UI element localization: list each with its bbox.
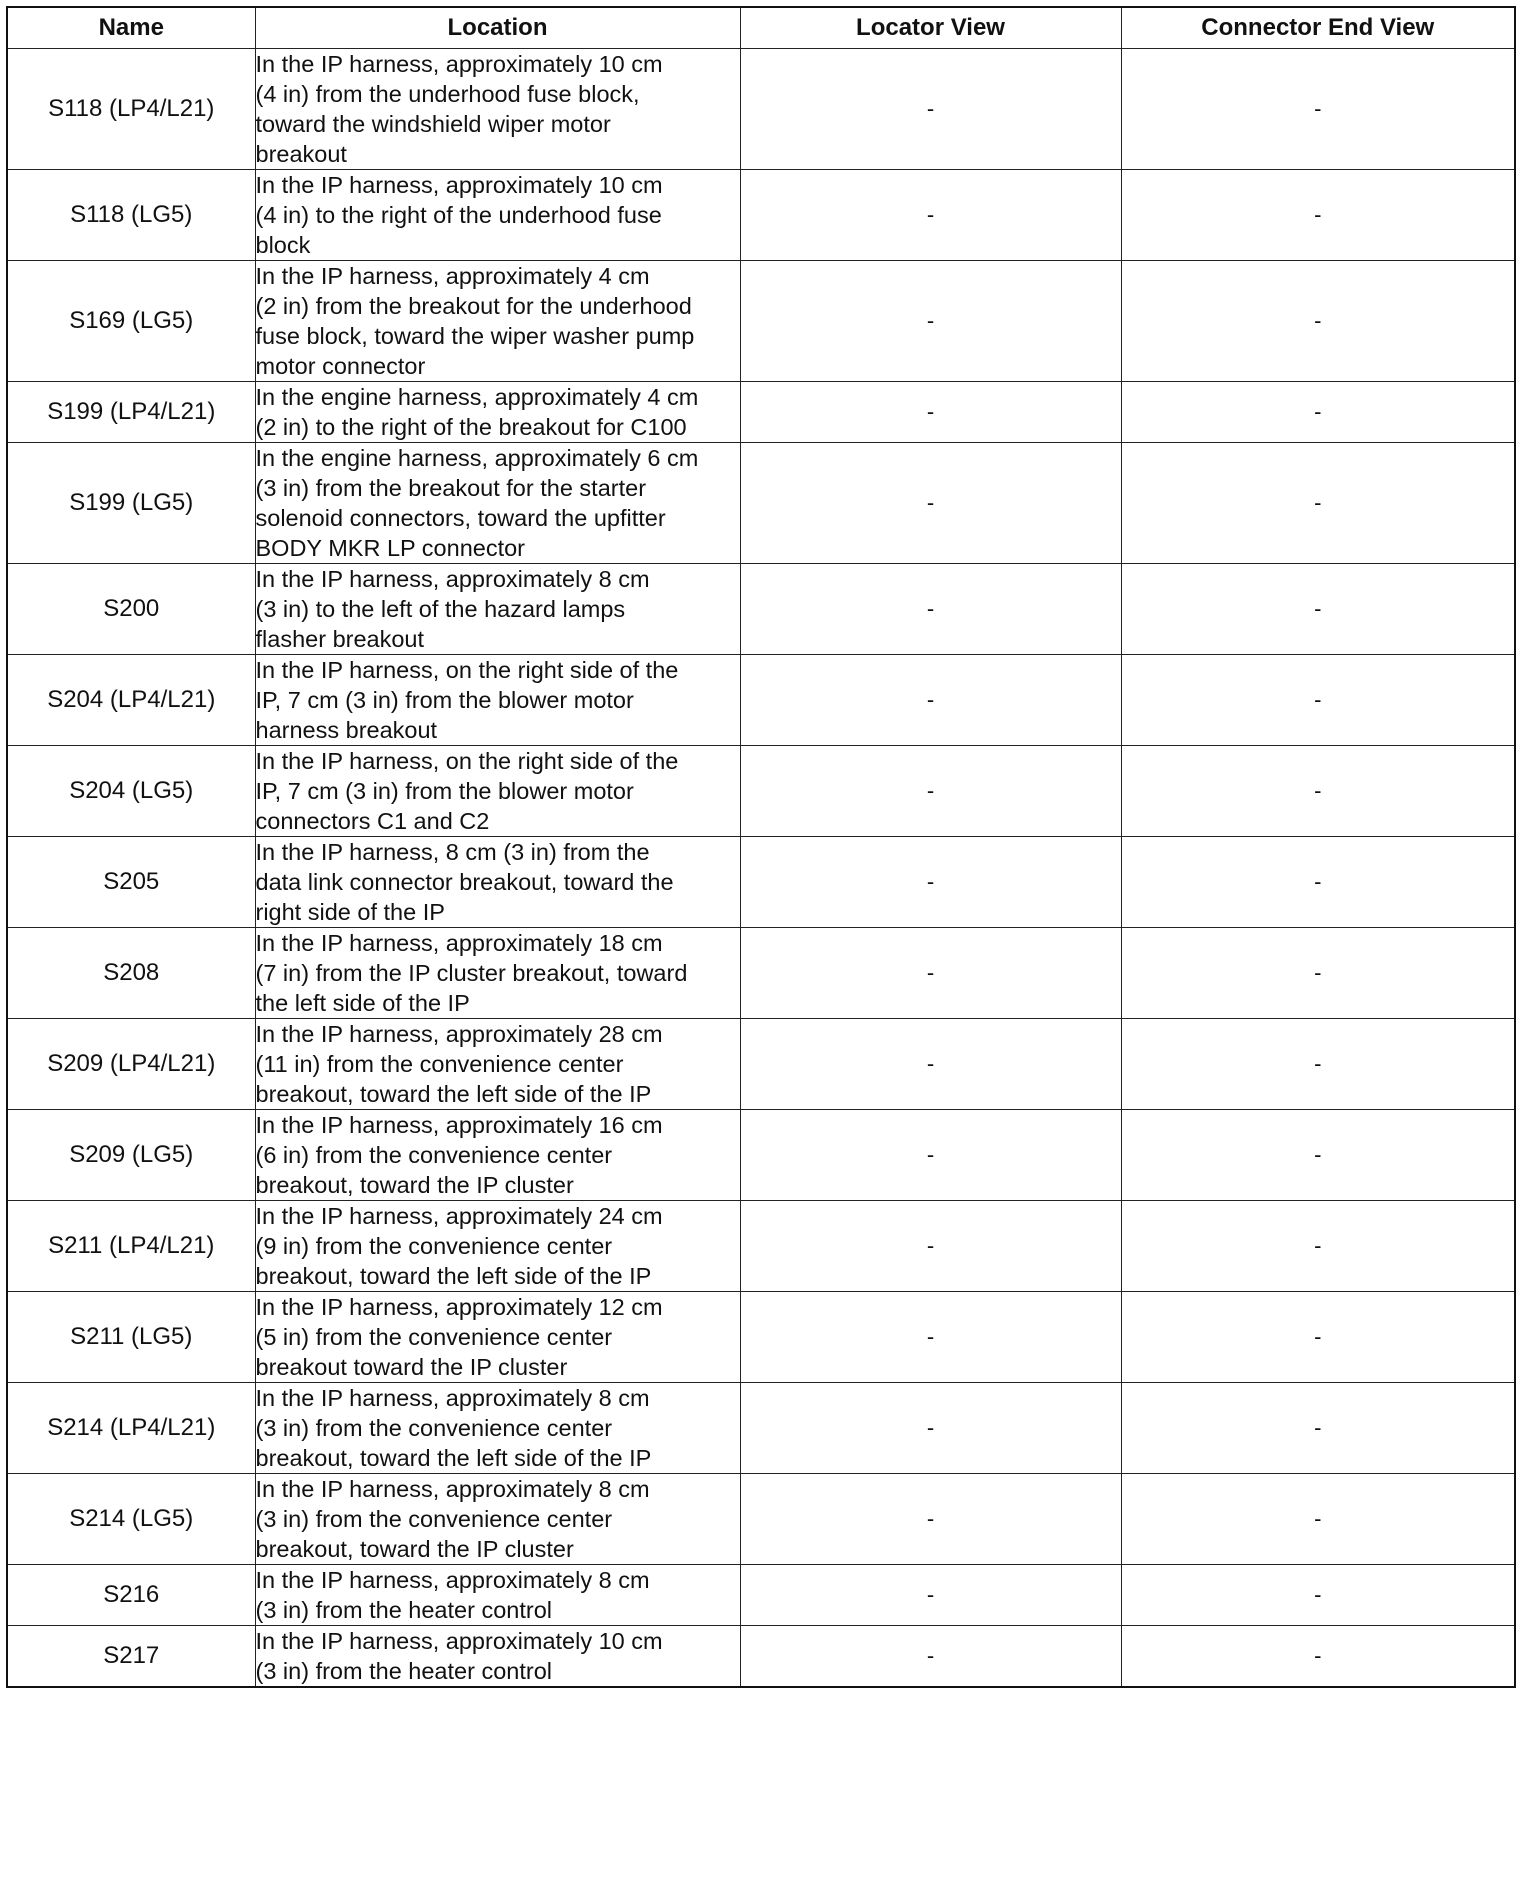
locator-view-cell: - — [740, 928, 1121, 1019]
connector-end-view-cell: - — [1121, 261, 1515, 382]
splice-location: In the IP harness, 8 cm (3 in) from the data link connector breakout, toward the right side of the IP — [255, 837, 740, 928]
connector-end-view-cell: - — [1121, 1110, 1515, 1201]
table-row — [7, 1626, 1515, 1688]
locator-view-cell: - — [740, 655, 1121, 746]
splice-location: In the IP harness, on the right side of the IP, 7 cm (3 in) from the blower motor harness breakout — [255, 655, 740, 746]
splice-name: S209 (LP4/L21) — [7, 1019, 255, 1110]
splice-location: In the IP harness, approximately 24 cm (9 in) from the convenience center breakout, toward the left side of the IP — [255, 1201, 740, 1292]
table-row — [7, 261, 1515, 382]
splice-location: In the IP harness, approximately 8 cm (3 in) from the convenience center breakout, toward the left side of the IP — [255, 1383, 740, 1474]
splice-location: In the IP harness, approximately 12 cm (5 in) from the convenience center breakout toward the IP cluster — [255, 1292, 740, 1383]
locator-view-cell: - — [740, 382, 1121, 443]
locator-view-cell: - — [740, 746, 1121, 837]
splice-location-table — [6, 6, 1516, 1688]
connector-end-view-cell: - — [1121, 1383, 1515, 1474]
splice-name: S204 (LG5) — [7, 746, 255, 837]
splice-location: In the IP harness, approximately 10 cm (4 in) from the underhood fuse block, toward the windshield wiper motor breakout — [255, 49, 740, 170]
splice-name: S199 (LP4/L21) — [7, 382, 255, 443]
splice-name: S118 (LP4/L21) — [7, 49, 255, 170]
splice-location: In the IP harness, on the right side of the IP, 7 cm (3 in) from the blower motor connectors C1 and C2 — [255, 746, 740, 837]
splice-name: S217 — [7, 1626, 255, 1688]
splice-location: In the engine harness, approximately 6 cm (3 in) from the breakout for the starter solenoid connectors, toward the upfitter BODY MKR LP connector — [255, 443, 740, 564]
header-name: Name — [7, 7, 255, 49]
connector-end-view-cell: - — [1121, 170, 1515, 261]
splice-name: S209 (LG5) — [7, 1110, 255, 1201]
locator-view-cell: - — [740, 1019, 1121, 1110]
splice-name: S199 (LG5) — [7, 443, 255, 564]
connector-end-view-cell: - — [1121, 746, 1515, 837]
table-row — [7, 928, 1515, 1019]
splice-name: S216 — [7, 1565, 255, 1626]
header-row — [7, 7, 1515, 49]
table-row — [7, 837, 1515, 928]
table-row — [7, 1201, 1515, 1292]
splice-location: In the IP harness, approximately 8 cm (3 in) from the convenience center breakout, toward the IP cluster — [255, 1474, 740, 1565]
locator-view-cell: - — [740, 170, 1121, 261]
locator-view-cell: - — [740, 1110, 1121, 1201]
table-row — [7, 655, 1515, 746]
table-row — [7, 1565, 1515, 1626]
splice-location: In the IP harness, approximately 10 cm (4 in) to the right of the underhood fuse block — [255, 170, 740, 261]
table-row — [7, 49, 1515, 170]
splice-name: S205 — [7, 837, 255, 928]
locator-view-cell: - — [740, 261, 1121, 382]
locator-view-cell: - — [740, 564, 1121, 655]
table-row — [7, 1383, 1515, 1474]
splice-location: In the IP harness, approximately 10 cm (3 in) from the heater control — [255, 1626, 740, 1688]
table-row — [7, 1292, 1515, 1383]
splice-name: S118 (LG5) — [7, 170, 255, 261]
splice-name: S169 (LG5) — [7, 261, 255, 382]
connector-end-view-cell: - — [1121, 564, 1515, 655]
splice-name: S214 (LP4/L21) — [7, 1383, 255, 1474]
splice-name: S204 (LP4/L21) — [7, 655, 255, 746]
splice-location: In the IP harness, approximately 4 cm (2 in) from the breakout for the underhood fuse block, toward the wiper washer pump motor connector — [255, 261, 740, 382]
splice-location: In the IP harness, approximately 28 cm (11 in) from the convenience center breakout, toward the left side of the IP — [255, 1019, 740, 1110]
connector-end-view-cell: - — [1121, 1292, 1515, 1383]
connector-end-view-cell: - — [1121, 837, 1515, 928]
table-row — [7, 1474, 1515, 1565]
table-row — [7, 382, 1515, 443]
connector-end-view-cell: - — [1121, 1565, 1515, 1626]
header-locator-view: Locator View — [740, 7, 1121, 49]
header-location: Location — [255, 7, 740, 49]
locator-view-cell: - — [740, 1565, 1121, 1626]
connector-end-view-cell: - — [1121, 1474, 1515, 1565]
connector-end-view-cell: - — [1121, 49, 1515, 170]
splice-location: In the IP harness, approximately 16 cm (6 in) from the convenience center breakout, toward the IP cluster — [255, 1110, 740, 1201]
splice-location: In the IP harness, approximately 8 cm (3 in) from the heater control — [255, 1565, 740, 1626]
locator-view-cell: - — [740, 1292, 1121, 1383]
table-row — [7, 170, 1515, 261]
table-row — [7, 746, 1515, 837]
splice-name: S211 (LG5) — [7, 1292, 255, 1383]
locator-view-cell: - — [740, 49, 1121, 170]
locator-view-cell: - — [740, 1626, 1121, 1688]
connector-end-view-cell: - — [1121, 655, 1515, 746]
locator-view-cell: - — [740, 1474, 1121, 1565]
locator-view-cell: - — [740, 837, 1121, 928]
connector-end-view-cell: - — [1121, 1626, 1515, 1688]
splice-name: S211 (LP4/L21) — [7, 1201, 255, 1292]
splice-location: In the IP harness, approximately 18 cm (7 in) from the IP cluster breakout, toward the left side of the IP — [255, 928, 740, 1019]
splice-name: S200 — [7, 564, 255, 655]
table-header — [7, 7, 1515, 49]
table-row — [7, 443, 1515, 564]
splice-name: S214 (LG5) — [7, 1474, 255, 1565]
table-body — [7, 49, 1515, 1688]
table-row — [7, 564, 1515, 655]
locator-view-cell: - — [740, 443, 1121, 564]
splice-name: S208 — [7, 928, 255, 1019]
connector-end-view-cell: - — [1121, 1201, 1515, 1292]
splice-location: In the engine harness, approximately 4 cm (2 in) to the right of the breakout for C100 — [255, 382, 740, 443]
table-row — [7, 1019, 1515, 1110]
locator-view-cell: - — [740, 1383, 1121, 1474]
locator-view-cell: - — [740, 1201, 1121, 1292]
header-connector-end-view: Connector End View — [1121, 7, 1515, 49]
connector-end-view-cell: - — [1121, 1019, 1515, 1110]
splice-location: In the IP harness, approximately 8 cm (3 in) to the left of the hazard lamps flasher breakout — [255, 564, 740, 655]
connector-end-view-cell: - — [1121, 443, 1515, 564]
connector-end-view-cell: - — [1121, 928, 1515, 1019]
connector-end-view-cell: - — [1121, 382, 1515, 443]
table-row — [7, 1110, 1515, 1201]
